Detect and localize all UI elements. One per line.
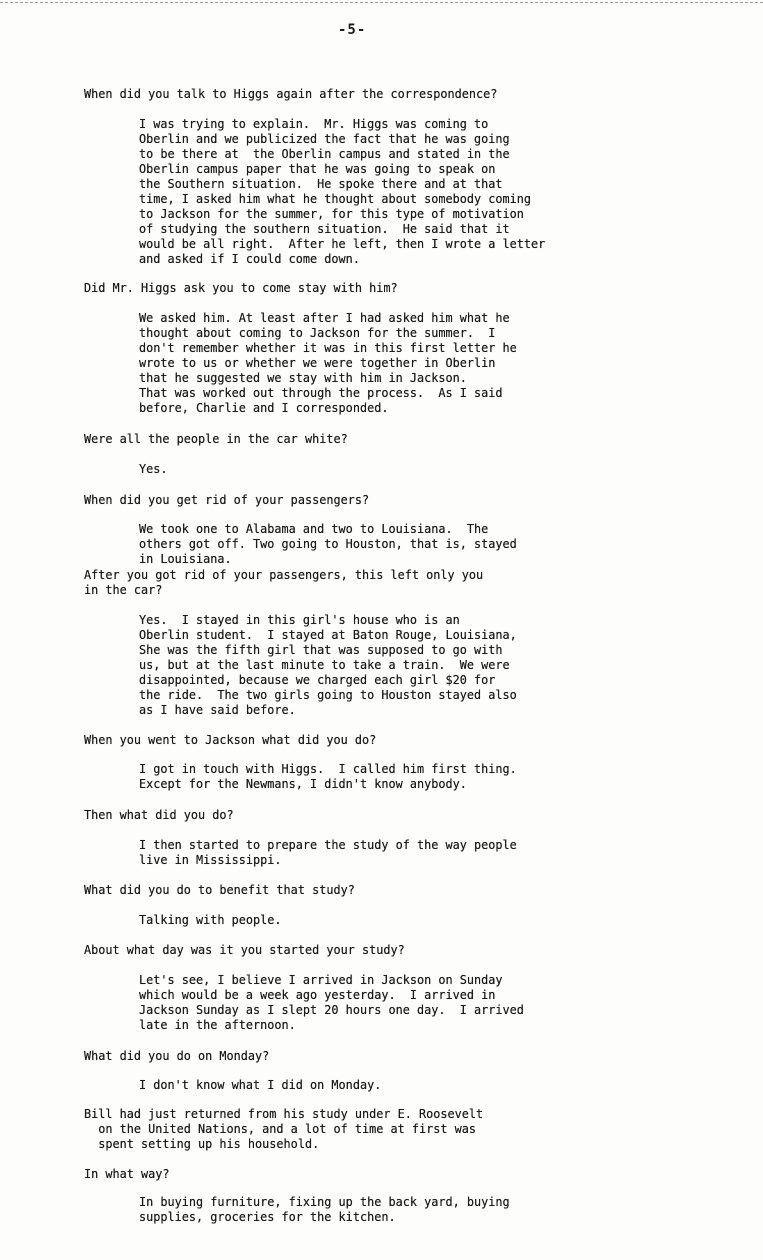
question-on-monday: What did you do on Monday? [84,1048,270,1063]
question-talk-to-higgs: When did you talk to Higgs again after the correspondence? [84,86,498,101]
question-only-you-in-car: After you got rid of your passengers, this left only you in the car? [84,567,484,597]
question-rid-of-passengers: When did you get rid of your passengers? [84,492,370,507]
answer-dont-know-monday: I don't know what I did on Monday. [139,1077,382,1092]
question-people-in-car: Were all the people in the car white? [84,431,348,446]
answer-baton-rouge: Yes. I stayed in this girl's house who is an Oberlin student. I stayed at Baton Rouge, Louisiana, She was the fifth girl that was supposed to go with us, but at the last minute to take a train. We were disappointed, because we charged each girl $20 for the ride. The two girls going to Houston stayed also as I have said before. [139,612,517,717]
top-dashed-border [0,2,763,3]
question-benefit-study: What did you do to benefit that study? [84,882,355,897]
question-went-to-jackson: When you went to Jackson what did you do? [84,732,377,747]
answer-touch-with-higgs: I got in touch with Higgs. I called him first thing. Except for the Newmans, I didn't know anybody. [139,761,517,791]
page-number: -5- [338,22,367,38]
question-then-what: Then what did you do? [84,807,234,822]
answer-prepare-study: I then started to prepare the study of the way people live in Mississippi. [139,837,517,867]
question-higgs-ask-stay: Did Mr. Higgs ask you to come stay with him? [84,280,398,295]
answer-talking-with-people: Talking with people. [139,912,282,927]
question-what-day-started: About what day was it you started your study? [84,942,405,957]
answer-trying-to-explain: I was trying to explain. Mr. Higgs was coming to Oberlin and we publicized the fact that he was going to be there at the Oberlin campus and stated in the Oberlin campus paper that he was going to speak on the Southern situation. He spoke there and at that time, I asked him what he thought about somebody coming to Jackson for the summer, for this type of motivation of studying the southern situation. He said that it would be all right. After he left, then I wrote a letter and asked if I could come down. [139,116,546,266]
answer-alabama-louisiana: We took one to Alabama and two to Louisiana. The others got off. Two going to Houston, that is, stayed in Louisiana. [139,521,517,566]
answer-yes: Yes. [139,461,168,476]
answer-arrived-sunday: Let's see, I believe I arrived in Jackson on Sunday which would be a week ago yesterday. I arrived in Jackson Sunday as I slept 20 hours one day. I arrived late in the afternoon. [139,972,524,1032]
question-in-what-way: In what way? [84,1166,170,1181]
answer-we-asked-him: We asked him. At least after I had asked him what he thought about coming to Jackson for the summer. I don't remember whether it was in this first letter he wrote to us or whether we were together in Oberlin that he suggested we stay with him in Jackson. That was worked out through the process. As I said before, Charlie and I corresponded. [139,310,517,415]
answer-buying-furniture: In buying furniture, fixing up the back yard, buying supplies, groceries for the kitchen. [139,1194,510,1224]
statement-bill-returned: Bill had just returned from his study under E. Roosevelt on the United Nations, and a lot of time at first was spent setting up his household. [84,1106,484,1151]
